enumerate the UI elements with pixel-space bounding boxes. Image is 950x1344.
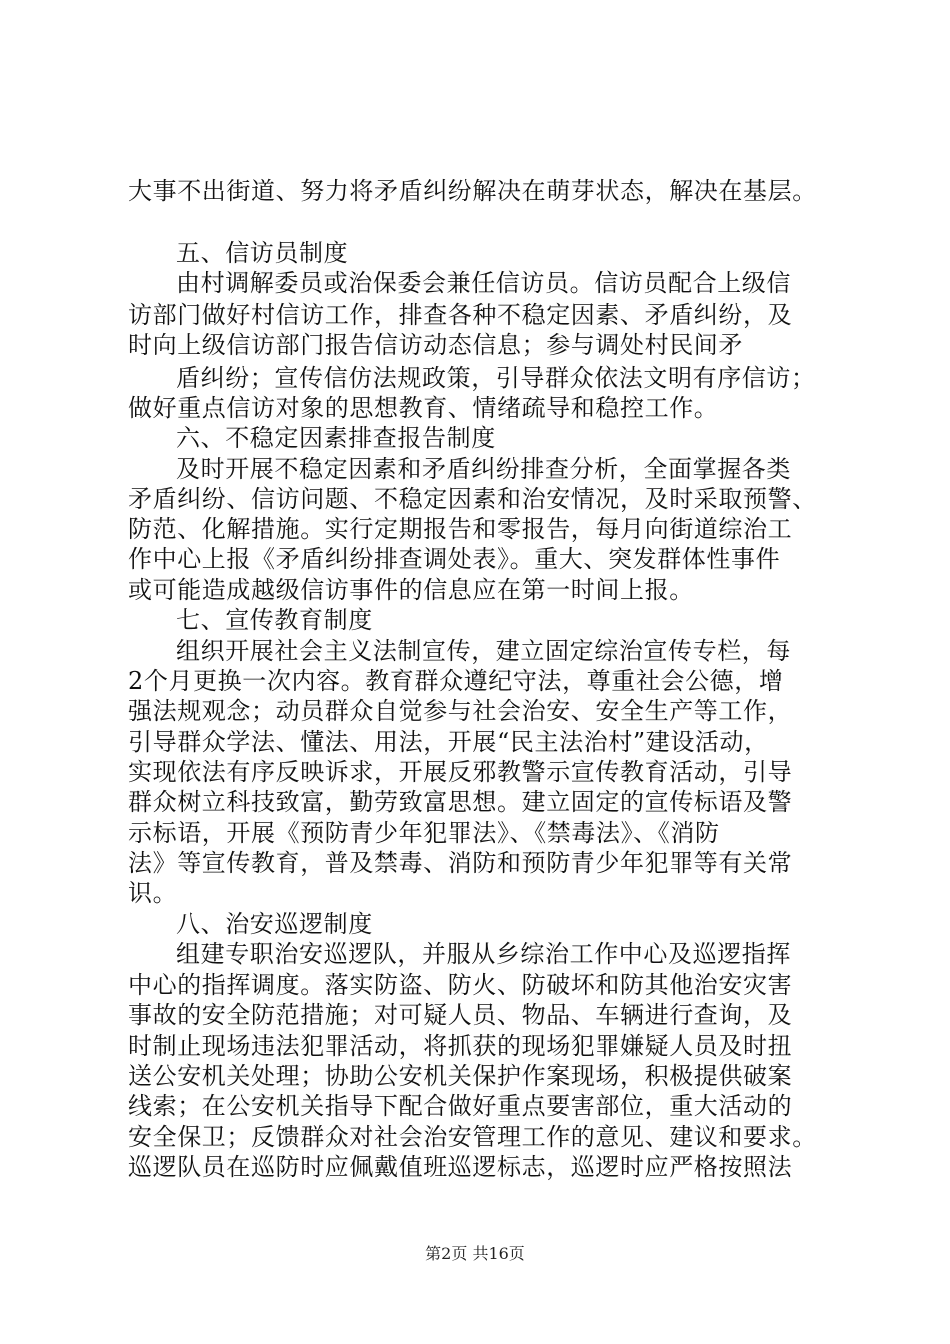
section-heading: 六、不稳定因素排查报告制度 bbox=[176, 424, 496, 452]
text-line: 引导群众学法、懂法、用法，开展“民主法治村”建设活动， bbox=[128, 728, 769, 756]
text-line: 巡逻队员在巡防时应佩戴值班巡逻标志，巡逻时应严格按照法 bbox=[128, 1153, 793, 1181]
text-line: 盾纠纷；宣传信仿法规政策，引导群众依法文明有序信访； bbox=[176, 364, 816, 392]
text-line: 做好重点信访对象的思想教育、情绪疏导和稳控工作。 bbox=[128, 394, 719, 422]
text-line: 群众树立科技致富，勤劳致富思想。建立固定的宣传标语及警 bbox=[128, 788, 793, 816]
text-line: 由村调解委员或治保委会兼任信访员。信访员配合上级信 bbox=[176, 269, 791, 297]
text-line: 送公安机关处理；协助公安机关保护作案现场，积极提供破案 bbox=[128, 1062, 793, 1090]
text-line: 防范、化解措施。实行定期报告和零报告，每月向街道综治工 bbox=[128, 515, 793, 543]
text-line: 2个月更换一次内容。教育群众遵纪守法，尊重社会公德，增 bbox=[128, 667, 784, 695]
section-heading: 八、治安巡逻制度 bbox=[176, 910, 373, 938]
text-line: 法》等宣传教育，普及禁毒、消防和预防青少年犯罪等有关常 bbox=[128, 849, 793, 877]
text-line: 中心的指挥调度。落实防盗、防火、防破坏和防其他治安灾害 bbox=[128, 971, 793, 999]
text-line: 线索；在公安机关指导下配合做好重点要害部位，重大活动的 bbox=[128, 1092, 793, 1120]
text-line: 作中心上报《矛盾纠纷排查调处表》。重大、突发群体性事件 bbox=[128, 545, 781, 573]
section-heading: 七、宣传教育制度 bbox=[176, 606, 373, 634]
text-line: 大事不出街道、努力将矛盾纠纷解决在萌芽状态，解决在基层。 bbox=[128, 177, 817, 205]
text-line: 安全保卫；反馈群众对社会治安管理工作的意见、建议和要求。 bbox=[128, 1123, 817, 1151]
text-line: 或可能造成越级信访事件的信息应在第一时间上报。 bbox=[128, 576, 694, 604]
text-line: 访部门做好村信访工作，排查各种不稳定因素、矛盾纠纷，及 bbox=[128, 301, 793, 329]
section-heading: 五、信访员制度 bbox=[176, 239, 349, 267]
text-line: 实现依法有序反映诉求，开展反邪教警示宣传教育活动，引导 bbox=[128, 758, 793, 786]
text-line: 强法规观念；动员群众自觉参与社会治安、安全生产等工作， bbox=[128, 697, 793, 725]
text-line: 时向上级信访部门报告信访动态信息；参与调处村民间矛 bbox=[128, 331, 743, 359]
text-line: 及时开展不稳定因素和矛盾纠纷排查分析，全面掌握各类 bbox=[176, 455, 791, 483]
text-line: 识。 bbox=[128, 879, 178, 907]
text-line: 事故的安全防范措施；对可疑人员、物品、车辆进行查询，及 bbox=[128, 1001, 793, 1029]
text-line: 示标语，开展《预防青少年犯罪法》、《禁毒法》、《消防 bbox=[128, 819, 720, 847]
text-line: 组建专职治安巡逻队，并服从乡综治工作中心及巡逻指挥 bbox=[176, 940, 791, 968]
text-line: 组织开展社会主义法制宣传，建立固定综治宣传专栏，每 bbox=[176, 637, 791, 665]
text-line: 矛盾纠纷、信访问题、不稳定因素和治安情况，及时采取预警、 bbox=[128, 485, 817, 513]
page-number-footer: 第2页 共16页 bbox=[425, 1244, 525, 1263]
text-line: 时制止现场违法犯罪活动，将抓获的现场犯罪嫌疑人员及时扭 bbox=[128, 1032, 793, 1060]
